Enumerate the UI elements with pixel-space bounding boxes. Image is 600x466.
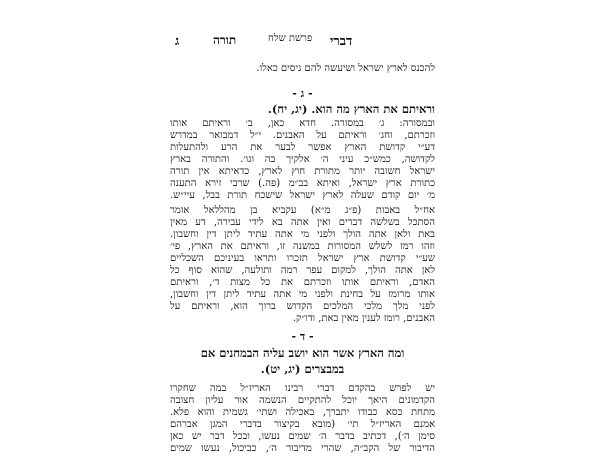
text-line: כתורת ארץ ישראל, ואיתא בב״מ (פה.) שרבי זירא התענה — [170, 178, 435, 189]
section-heading: ומה הארץ אשר הוא יושב עליה הבמחנים אם — [200, 346, 405, 360]
text-line: אמנם האריז״ל תי׳ (מובא בקיצור בדברי המגן אברהם — [170, 419, 435, 430]
text-line: הקדמונים היאך יוכל להתקיים הנשמה אור עליון חצובה — [170, 395, 435, 406]
text-line: האדם, וראיתם אותו וזכרתם את כל מצות ד׳, וראיתם — [170, 277, 435, 288]
header-parasha: פרשת שלח — [268, 33, 313, 44]
header-subtitle: תורה — [213, 33, 237, 47]
section-mark: - ג - — [292, 87, 313, 100]
text-line: וזכרתם, וחג׳ וראיתם על האבנים. י״ל דמבואר במדרש — [170, 130, 435, 141]
text-line: לפני מלך מלכי המלכים הקדוש ברוך הוא, וראיתם על — [170, 301, 435, 312]
section-mark: - ד - — [291, 330, 314, 343]
text-line: לאן אתה הולך, למקום עפר רמה ותולעה, שהוא סוף כל — [170, 265, 435, 276]
text-line: אותו מרומז על בחינת ולפני מי אתה עתיד ליתן דין וחשבון, — [170, 289, 435, 300]
text-line: וזהו רמז לשלש המסורות במשנה זו, וראיתם את הארץ, פי׳ — [170, 241, 435, 252]
text-line: לקדושה, כמש״כ עיני ה׳ אלקיך בה וגו׳. והתורה בארץ — [170, 154, 435, 165]
intro-line: להכנס לארץ ישראל ושיעשה להם ניסים כאלו. — [256, 63, 435, 74]
text-line: באת ולאן אתה הולך ולפני מי אתה עתיד ליתן דין וחשבון. — [170, 229, 435, 240]
text-line: ישראל חשובה יותר מתורת חוץ לארץ, כדאיתא אין תורה — [170, 166, 435, 177]
text-line: הסתכל בשלשה דברים ואין אתה בא לידי עבירה, דע מאין — [170, 217, 435, 228]
page-letter: ג — [175, 34, 180, 49]
text-line: אח״ל באבות (פ״ג מ״א) עקביא בן מהללאל אומר — [170, 205, 435, 216]
text-line: שע״י קדושת ארץ ישראל תזכרו ותראו בעיניכם השכליים — [170, 253, 435, 264]
section-heading: וראיתם את הארץ מה הוא. (יג, יח). — [267, 102, 435, 116]
section-heading: במבצרים (יג, יט). — [260, 362, 345, 376]
header-book-title: דברי — [330, 34, 353, 49]
text-line: סימן ה׳), דכתיב בדבר ה׳ שמים נעשו, ובכל דבר יש כאן — [170, 431, 435, 442]
text-line: ובמסורה: ג׳ במסורה. חדא כאן, ב׳ וראיתם אותו — [170, 118, 435, 129]
text-line: מתחת כסא כבודו יתברך, באכילה ושתי׳ גשמית והוא פלא. — [170, 407, 435, 418]
text-line: האבנים, רומז לענין מאין באת, ודו״ק. — [292, 313, 435, 324]
text-line: מ׳ יום קודם שעלה לארץ ישראל שישכח תורת בבל, עיי״ש. — [170, 190, 435, 201]
text-line: דע״י קדושת הארץ אפשר לבער את הרע ולהתעלות — [170, 142, 435, 153]
text-line: יש לפרש בהקדם דברי רבינו האריז״ל במה שחקרו — [170, 383, 435, 394]
text-line: הדיבור של הקב״ה, שהרי מדיבור ה׳, כביכול, נעשו שמים — [170, 443, 435, 454]
